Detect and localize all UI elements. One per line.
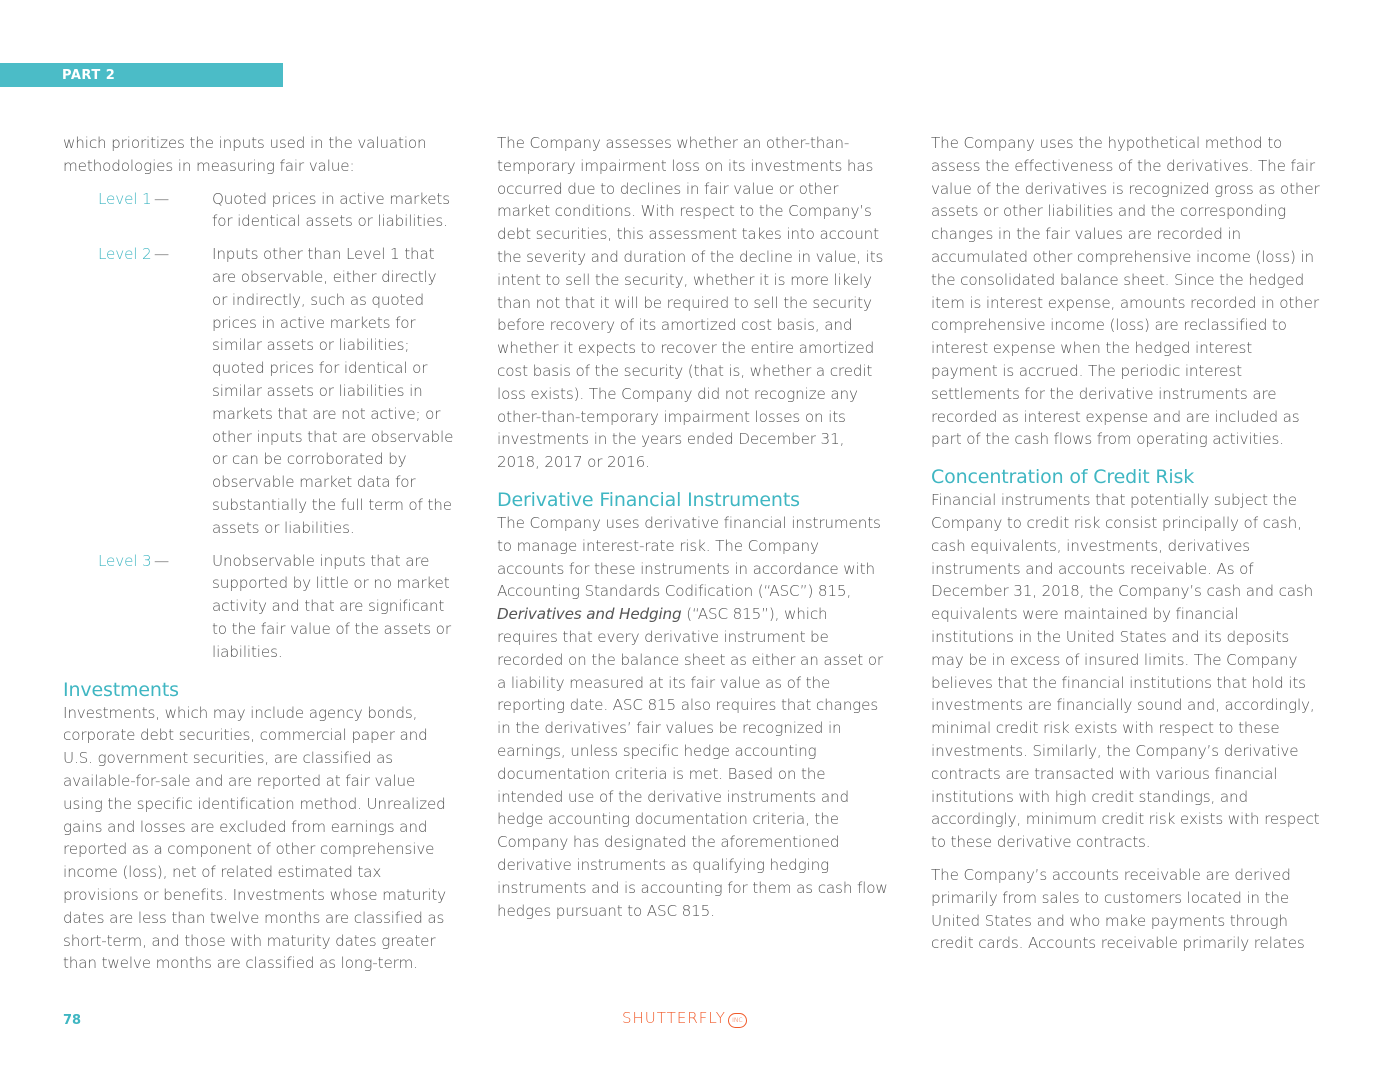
logo-text: SHUTTERFLY (622, 1009, 726, 1027)
level-3-text: Unobservable inputs that are supported by little or no market activity and that are significant to the fair value of the assets or liabilities. (212, 551, 451, 661)
investments-heading: Investments (63, 678, 179, 701)
level-3-item (98, 550, 455, 664)
level-1-dash: — (154, 189, 170, 208)
level-3-label: Level 3 (98, 551, 152, 570)
derivative-heading: Derivative Financial Instruments (497, 488, 800, 511)
investments-paragraph: Investments, which may include agency bonds, corporate debt securities, commercial paper and U.S. government securities, are classified as available-for-sale and are reported at fair value using the specific identification method. Unrealized gains and losses are excluded from earnings and reported as a component of other comprehensive income (loss), net of related estimated tax provisions or benefits. Investments whose maturity dates are less than twelve months are classified as short-term, and those with maturity dates greater than twelve months are classified as long-term. (63, 703, 447, 973)
fair-value-intro: which prioritizes the inputs used in the valuation methodologies in measuring fair value: (63, 134, 427, 175)
column-right (931, 132, 1323, 965)
shutterfly-logo (622, 1009, 747, 1028)
level-2-text: Inputs other than Level 1 that are observable, either directly or indirectly, such as quoted prices in active markets for similar assets or liabilities; quoted prices for identical or similar assets or liabilities in markets that are not active; or other inputs that are observable or can be corroborated by observable market data for substantially the full term of the assets or liabilities. (212, 245, 454, 537)
derivative-italic-title: Derivatives and Hedging (497, 605, 682, 624)
receivable-paragraph: The Company’s accounts receivable are derived primarily from sales to customers located in the United States and who make payments through credit cards. Accounts receivable primarily relates (931, 865, 1305, 953)
level-2-dash: — (154, 245, 170, 264)
credit-risk-heading: Concentration of Credit Risk (931, 466, 1195, 489)
level-2-item (98, 243, 455, 539)
credit-risk-paragraph: Financial instruments that potentially subject the Company to credit risk consist principally of cash, cash equivalents, investments, derivatives instruments and accounts receivable. As of December 31, 2018, the Company’s cash and cash equivalents were maintained by financial institutions in the United States and its deposits may be in excess of insured limits. The Company believes that the financial institutions that hold its investments are financially sound and, accordingly, minimal credit risk exists with respect to these investments. Similarly, the Company’s derivative contracts are transacted with various financial institutions with high credit standings, and accordingly, minimum credit risk exists with respect to these derivative contracts. (931, 491, 1320, 852)
column-left (63, 132, 455, 985)
level-2-label: Level 2 (98, 245, 152, 264)
level-1-text: Quoted prices in active markets for identical assets or liabilities. (212, 189, 451, 231)
derivative-text-b: (“ASC 815”), which requires that every derivative instrument be recorded on the balance sheet as either an asset or a liability measured at its fair value as of the reporting date. ASC 815 also requires that changes in the derivatives’ fair values be recognized in earnings, unless specific hedge accounting documentation criteria is met. Based on the intended use of the derivative instruments and hedge accounting documentation criteria, the Company has designated the aforementioned derivative instruments as qualifying hedging instruments and is accounting for them as cash flow hedges pursuant to ASC 815. (497, 605, 888, 920)
part-banner (0, 63, 283, 87)
page-number: 78 (63, 1013, 82, 1028)
level-1-label: Level 1 (98, 189, 152, 208)
derivative-text-a: The Company uses derivative financial instruments to manage interest-rate risk. The Company accounts for these instruments in accordance with Accounting Standards Codification (“ASC”) 815, (497, 513, 881, 601)
logo-inc-badge: INC (728, 1013, 747, 1028)
derivative-paragraph (497, 512, 889, 922)
part-label: PART 2 (62, 68, 116, 83)
level-3-dash: — (154, 551, 170, 570)
column-middle (497, 132, 889, 932)
impairment-paragraph: The Company assesses whether an other-than-temporary impairment loss on its investments has occurred due to declines in fair value or other market conditions. With respect to the Company’s debt securities, this assessment takes into account the severity and duration of the decline in value, its intent to sell the security, whether it is more likely than not that it will be required to sell the security before recovery of its amortized cost basis, and whether it expects to recover the entire amortized cost basis of the security (that is, whether a credit loss exists). The Company did not recognize any other-than-temporary impairment losses on its investments in the years ended December 31, 2018, 2017 or 2016. (497, 134, 884, 472)
hypothetical-paragraph: The Company uses the hypothetical method to assess the effectiveness of the derivatives. The fair value of the derivatives is recognized gross as other assets or other liabilities and the corresponding changes in the fair values are recorded in accumulated other comprehensive income (loss) in the consolidated balance sheet. Since the hedged item is interest expense, amounts recorded in other comprehensive income (loss) are reclassified to interest expense when the hedged interest payment is accrued. The periodic interest settlements for the derivative instruments are recorded as interest expense and are included as part of the cash flows from operating activities. (931, 134, 1320, 449)
level-1-item (98, 188, 455, 234)
